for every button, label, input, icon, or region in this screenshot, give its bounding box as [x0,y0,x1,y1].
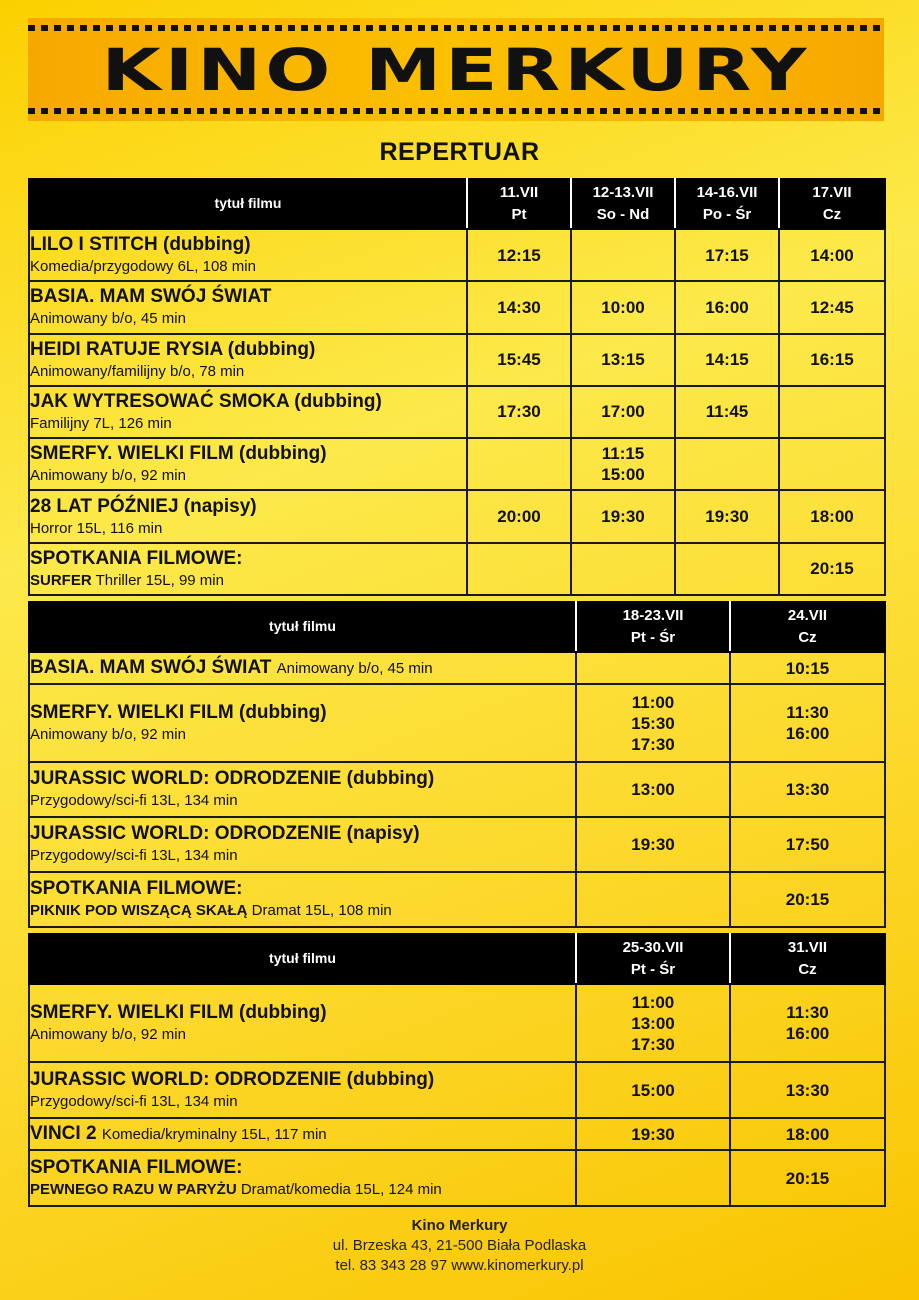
film-title: SMERFY. WIELKI FILM (dubbing) [30,1002,327,1024]
film-info: Przygodowy/sci-fi 13L, 134 min [30,847,238,865]
header-date-cell [576,934,730,984]
film-title: HEIDI RATUJE RYSIA (dubbing) [30,338,316,360]
showtime-cell [675,490,779,542]
table-row [29,817,885,872]
film-title-line [30,701,575,725]
film-cell [29,1118,576,1151]
table-row [29,386,885,438]
film-title: SMERFY. WIELKI FILM (dubbing) [30,702,327,724]
showtime-cell [467,543,571,595]
film-cell [29,490,467,542]
schedule-table-1 [28,178,886,596]
showtime-cell [576,762,730,817]
film-title-line [30,233,466,257]
film-title: VINCI 2 [30,1122,97,1144]
film-info: Komedia/kryminalny 15L, 117 min [101,1125,327,1143]
showtime-cell [730,652,885,684]
film-title: SPOTKANIA FILMOWE: [30,547,243,569]
showtime: 14:15 [705,350,749,370]
film-info: Przygodowy/sci-fi 13L, 134 min [30,792,238,810]
showtime-cell [576,817,730,872]
showtime-cell [571,438,675,490]
film-subtitle [30,846,575,866]
showtime: 20:15 [810,559,854,579]
table-row [29,490,885,542]
film-title-line [30,390,466,414]
cinema-name: KINO MERKURY [101,36,811,104]
header-title-label: tytuł filmu [214,195,282,211]
film-info: Komedia/przygodowy 6L, 108 min [30,258,256,276]
film-subtitle [30,466,466,486]
film-strip-top [28,25,884,31]
table-row [29,652,885,684]
film-title: LILO I STITCH (dubbing) [30,234,251,256]
header-date: 25-30.VII [622,939,684,956]
showtime-cell [730,1118,885,1151]
table-row [29,1150,885,1206]
film-subtitle [30,414,466,434]
film-cell [29,334,467,386]
film-cell [29,984,576,1062]
header-date: 11.VII [499,184,539,201]
film-subtitle [30,257,466,277]
cinema-banner [28,18,884,121]
film-cell [29,229,467,281]
showtime-cell [467,229,571,281]
film-subtitle [30,362,466,382]
header-title-cell [29,179,467,229]
showtime: 15:45 [497,350,541,370]
film-info: Dramat/komedia 15L, 124 min [240,1181,442,1199]
showtime: 17:30 [631,1034,675,1054]
showtime-cell [576,1118,730,1151]
showtime-cell [675,543,779,595]
showtime: 18:00 [810,507,854,527]
film-title: SPOTKANIA FILMOWE: [30,878,243,900]
showtime-cell [779,543,885,595]
header-date: 24.VII [787,607,828,624]
showtime: 20:15 [785,889,830,909]
film-info: Animowany b/o, 45 min [30,310,186,328]
schedule-table-3 [28,933,886,1207]
showtime: 16:00 [705,297,749,317]
showtime: 11:15 [601,444,645,464]
showtime-cell [571,386,675,438]
table-row [29,334,885,386]
header-day: Pt - Śr [630,629,676,646]
table-row [29,438,885,490]
showtime-cell [675,229,779,281]
film-title-line [30,547,466,571]
table-row [29,684,885,762]
showtime-cell [730,762,885,817]
showtime-cell [467,281,571,333]
showtime-cell [571,281,675,333]
showtime: 12:45 [810,297,854,317]
showtime: 14:30 [497,297,541,317]
showtime-cell [576,872,730,927]
header-day: Cz [822,206,842,223]
table-header-row [29,934,885,984]
showtime-cell [467,334,571,386]
film-cell [29,684,576,762]
header-title-label: tytuł filmu [269,618,336,634]
film-title: 28 LAT PÓŹNIEJ (napisy) [30,495,257,517]
showtime-cell [779,490,885,542]
film-subtitle [30,1092,575,1112]
showtime: 17:15 [705,245,749,265]
film-subtitle [30,519,466,539]
showtime: 14:00 [810,245,854,265]
showtime: 12:15 [497,245,541,265]
showtime-cell [730,1062,885,1118]
film-cell [29,543,467,595]
event-film-title: SURFER [30,571,92,589]
film-title-line [30,1001,575,1025]
showtime: 19:30 [601,507,645,527]
table-row [29,984,885,1062]
film-subtitle [30,725,575,745]
showtime: 10:15 [785,658,830,678]
showtime: 13:30 [785,779,830,799]
header-date-cell [779,179,885,229]
showtime: 13:00 [631,1013,675,1033]
film-subtitle [30,791,575,811]
film-info: Familijny 7L, 126 min [30,414,172,432]
showtime: 15:00 [631,1080,675,1100]
film-cell [29,386,467,438]
showtime: 17:00 [601,402,645,422]
film-title-line [30,495,466,519]
header-date-cell [576,602,730,652]
film-cell [29,1150,576,1206]
showtime: 15:30 [631,713,675,733]
showtime: 17:30 [497,402,541,422]
film-cell [29,817,576,872]
showtime-cell [675,281,779,333]
header-date-cell [675,179,779,229]
table-row [29,1062,885,1118]
film-title: BASIA. MAM SWÓJ ŚWIAT [30,286,272,308]
film-title-line [30,1068,575,1092]
showtime: 17:30 [631,734,675,754]
film-title-line [30,338,466,362]
film-info: Animowany b/o, 45 min [276,659,433,677]
showtime: 19:30 [631,1124,675,1144]
header-date: 14-16.VII [696,184,758,201]
showtime-cell [779,229,885,281]
film-info: Animowany b/o, 92 min [30,1026,186,1044]
header-date-cell [730,602,885,652]
film-subtitle [30,309,466,329]
showtime: 18:00 [785,1124,830,1144]
showtime: 13:30 [785,1080,830,1100]
showtime-cell [779,386,885,438]
header-date-cell [730,934,885,984]
film-title: JURASSIC WORLD: ODRODZENIE (dubbing) [30,768,435,790]
showtime-cell [571,490,675,542]
showtime: 20:00 [497,507,541,527]
showtime-cell [675,438,779,490]
film-subtitle [30,901,575,921]
showtime: 19:30 [631,834,675,854]
film-cell [29,1062,576,1118]
film-title: JURASSIC WORLD: ODRODZENIE (dubbing) [30,1069,435,1091]
header-date: 31.VII [787,939,828,956]
showtime-cell [779,438,885,490]
showtime: 19:30 [705,507,749,527]
header-day: Pt [511,206,527,223]
film-subtitle [30,1025,575,1045]
film-cell [29,438,467,490]
header-date: 17.VII [812,184,852,201]
table-row [29,762,885,817]
showtime-cell [571,229,675,281]
film-info: Animowany/familijny b/o, 78 min [30,362,245,380]
showtime: 20:15 [785,1168,830,1188]
showtime-cell [779,281,885,333]
film-title: JAK WYTRESOWAĆ SMOKA (dubbing) [30,390,382,412]
header-date-cell [467,179,571,229]
event-film-title: PEWNEGO RAZU W PARYŻU [30,1181,237,1199]
footer [0,1216,919,1276]
header-date: 12-13.VII [592,184,654,201]
film-cell [29,762,576,817]
header-date-cell [571,179,675,229]
header-day: Cz [798,961,817,978]
showtime: 11:30 [786,703,829,723]
showtime-cell [576,1062,730,1118]
showtime: 11:45 [705,402,749,422]
film-cell [29,281,467,333]
film-cell [29,872,576,927]
film-title-line [30,1156,575,1180]
table-row [29,229,885,281]
showtime-cell [467,386,571,438]
film-subtitle [30,571,466,591]
film-title-line [30,656,575,681]
showtime-cell [730,1150,885,1206]
table-row [29,1118,885,1151]
table-row [29,543,885,595]
showtime: 13:15 [601,350,645,370]
table-header-row [29,179,885,229]
showtime-cell [571,334,675,386]
footer-address: ul. Brzeska 43, 21-500 Biała Podlaska [332,1237,587,1254]
table-row [29,872,885,927]
header-date: 18-23.VII [622,607,684,624]
showtime: 11:30 [786,1003,829,1023]
header-day: Cz [798,629,817,646]
header-day: Pt - Śr [630,961,676,978]
film-info: Przygodowy/sci-fi 13L, 134 min [30,1093,238,1111]
table-header-row [29,602,885,652]
showtime-cell [576,984,730,1062]
showtime-cell [467,490,571,542]
showtime: 16:00 [785,1024,830,1044]
showtime-cell [571,543,675,595]
showtime-cell [779,334,885,386]
header-day: Po - Śr [702,206,752,223]
film-info: Horror 15L, 116 min [30,519,163,537]
event-film-title: PIKNIK POD WISZĄCĄ SKAŁĄ [30,902,248,920]
showtime: 11:00 [631,692,675,712]
showtime-cell [730,872,885,927]
footer-name: Kino Merkury [411,1217,508,1234]
showtime-cell [675,386,779,438]
showtime: 13:00 [631,779,675,799]
film-info: Dramat 15L, 108 min [251,902,392,920]
film-title-line [30,822,575,846]
showtime-cell [576,652,730,684]
film-title-line [30,285,466,309]
showtime: 15:00 [601,465,645,485]
showtime: 16:00 [785,724,830,744]
showtime-cell [730,817,885,872]
film-strip-bottom [28,108,884,114]
header-day: So - Nd [596,206,650,223]
schedule-table-2 [28,601,886,928]
showtime: 11:00 [631,992,675,1012]
showtime-cell [467,438,571,490]
table-row [29,281,885,333]
film-title-line [30,877,575,901]
showtime-cell [576,1150,730,1206]
header-title-cell [29,602,576,652]
repertuar-heading: REPERTUAR [379,138,540,166]
film-title: SMERFY. WIELKI FILM (dubbing) [30,443,327,465]
showtime-cell [576,684,730,762]
film-title: BASIA. MAM SWÓJ ŚWIAT [30,656,272,678]
header-title-cell [29,934,576,984]
showtime-cell [675,334,779,386]
film-info: Animowany b/o, 92 min [30,467,186,485]
film-title: SPOTKANIA FILMOWE: [30,1157,243,1179]
showtime-cell [730,684,885,762]
showtime-cell [730,984,885,1062]
film-info: Animowany b/o, 92 min [30,726,186,744]
header-title-label: tytuł filmu [269,950,336,966]
film-info: Thriller 15L, 99 min [95,571,224,589]
showtime: 16:15 [810,350,854,370]
film-cell [29,652,576,684]
film-title-line [30,442,466,466]
showtime: 10:00 [601,297,645,317]
film-title: JURASSIC WORLD: ODRODZENIE (napisy) [30,823,420,845]
film-subtitle [30,1180,575,1200]
showtime: 17:50 [785,834,830,854]
film-title-line [30,1122,575,1147]
footer-contact: tel. 83 343 28 97 www.kinomerkury.pl [335,1257,584,1274]
film-title-line [30,767,575,791]
